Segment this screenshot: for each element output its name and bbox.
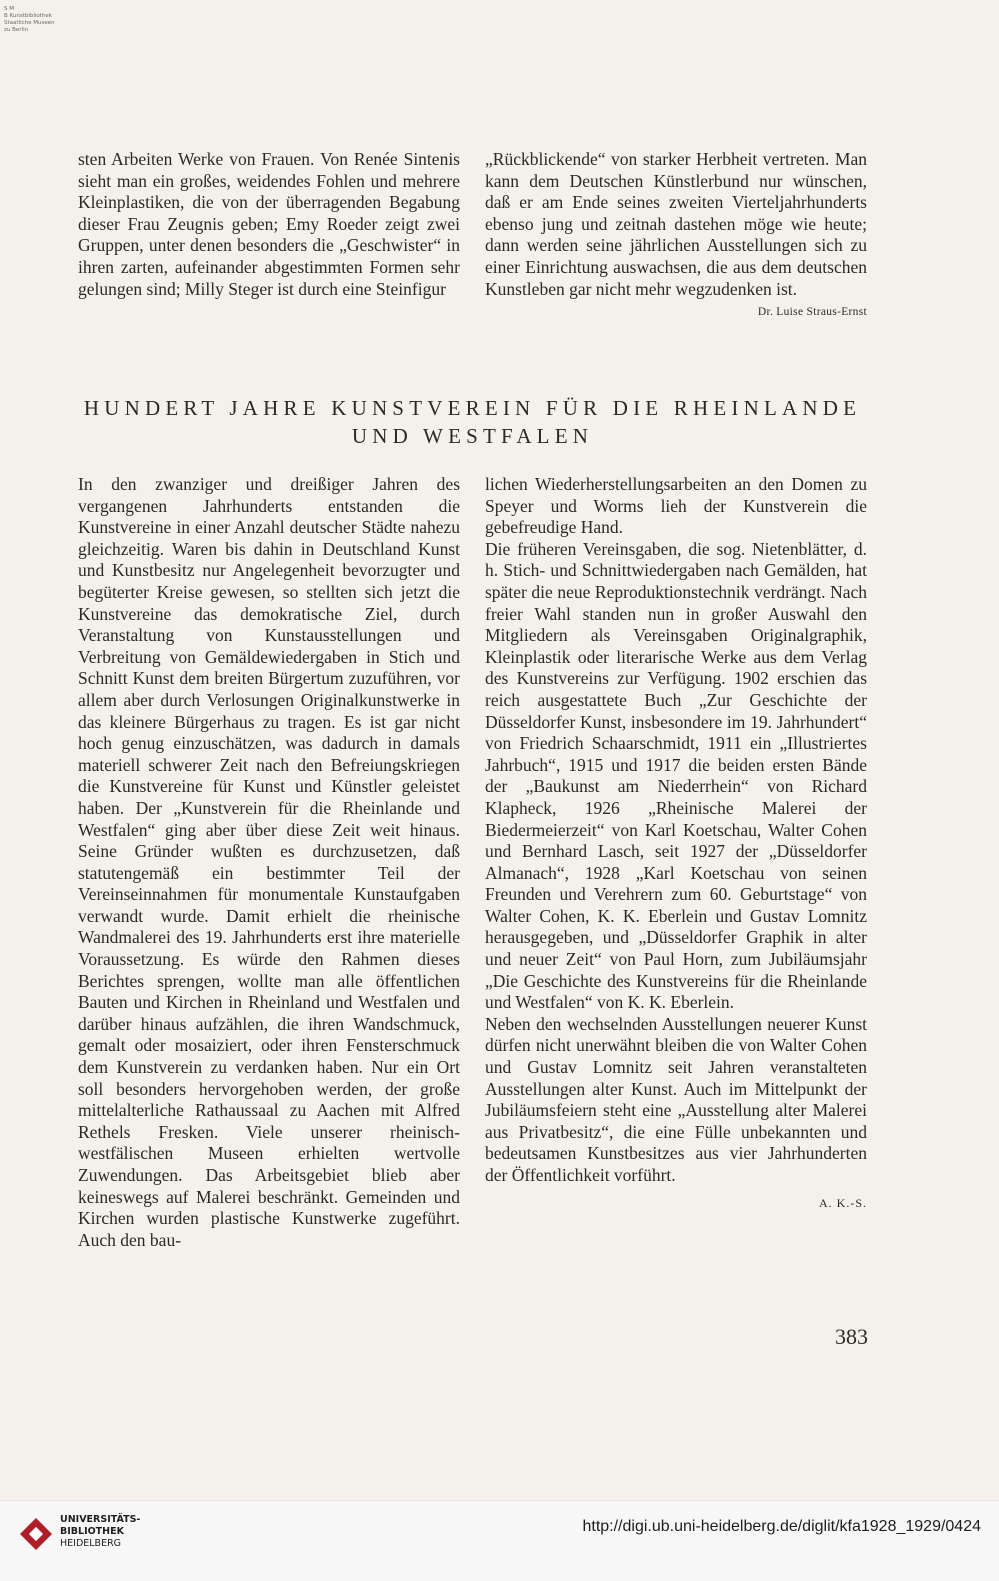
author-initials: A. K.-S.	[818, 1195, 867, 1210]
stamp-line: Staatliche Museen	[4, 20, 55, 26]
author-signature: Dr. Luise Straus-Ernst	[757, 306, 867, 319]
permalink-url[interactable]: http://digi.ub.uni-heidelberg.de/diglit/kfa1928_1929/0424	[582, 1518, 981, 1535]
stamp-line: B Kunstbibliothek	[4, 13, 52, 19]
article-right-column	[485, 474, 867, 1214]
logo-line: HEIDELBERG	[60, 1538, 122, 1549]
paragraph: In den zwanziger und dreißiger Jahren des vergangenen Jahrhunderts entstanden die Kunstvereine in einer Anzahl deutscher Städte nahezu gleichzeitig. Waren bis dahin in Deutschland Kunst und Kunstbesitz nur Angelegenheit bevorzugter und begüterter Kreise gewesen, so stellten sich jetzt die Kunstvereine das demokratische Ziel, durch Veranstaltung von Kunstausstellungen und Verbreitung von Gemäldewiedergaben in Stich und Schnitt Kunst dem breiten Bürgertum zuzuführen, vor allem aber durch Verlosungen Originalkunstwerke in das kleinere Bürgerhaus zu tragen. Es ist gar nicht hoch genug einzuschätzen, was dadurch in damals materiell schwerer Zeit nach den Befreiungskriegen die Kunstvereine für Kunst und Künstler geleistet haben. Der „Kunstverein für die Rheinlande und Westfalen“ ging aber über diese Zeit weit hinaus. Seine Gründer wußten es durchzusetzen, daß statutengemäß ein bestimmter Teil der Vereinseinnahmen für monumentale Kunstaufgaben verwandt wurde. Damit erhielt die rheinische Wandmalerei des 19. Jahrhunderts erst ihre materielle Voraussetzung. Es würde den Rahmen dieses Berichtes sprengen, wollte man alle öffentlichen Bauten und Kirchen in Rheinland und Westfalen und darüber hinaus aufzählen, die ihren Wandschmuck, gemalt oder mosaiziert, oder ihren Fensterschmuck dem Kunstverein zu verdanken haben. Nur ein Ort soll besonders hervorgehoben werden, der große mittelalterliche Rathaussaal zu Aachen mit Alfred Rethels Fresken. Viele unserer rheinisch-westfälischen Museen erhielten wertvolle Zuwendungen. Das Arbeitsgebiet blieb aber keineswegs auf Malerei beschränkt. Gemeinden und Kirchen wurden plastische Kunstwerke zugeführt. Auch den bau-	[78, 474, 460, 1250]
paragraph: sten Arbeiten Werke von Frauen. Von Renée Sintenis sieht man ein großes, weidendes Fohlen und mehrere Kleinplastiken, die von der überragenden Begabung dieser Frau Zeugnis geben; Emy Roeder zeigt zwei Gruppen, unter denen besonders die „Geschwister“ in ihren zarten, aufeinander abgestimmten Formen sehr gelungen sind; Milly Steger ist durch eine Steinfigur	[78, 149, 460, 299]
paragraph: „Rückblickende“ von starker Herbheit vertreten. Man kann dem Deutschen Künstlerbund nur wünschen, daß er am Ende seines zweiten Vierteljahrhunderts ebenso jung und zeitnah dastehen möge wie heute; dann werden seine jährlichen Ausstellungen sich zu einer Einrichtung auswachsen, die aus dem deutschen Kunstleben gar nicht mehr wegzudenken ist.	[485, 149, 867, 299]
university-logo-icon	[16, 1514, 56, 1554]
logo-line: UNIVERSITÄTS-	[60, 1514, 141, 1525]
top-right-column	[485, 149, 867, 324]
paragraph: Die früheren Vereinsgaben, die sog. Nietenblätter, d. h. Stich- und Schnittwiedergaben nach Gemälden, hat später die neue Reproduktionstechnik verdrängt. Nach freier Wahl standen nun in großer Auswahl den Mitgliedern als Vereinsgaben Originalgraphik, Kleinplastik oder literarische Werke aus dem Verlag des Kunstvereins zur Verfügung. 1902 erschien das reich ausgestattete Buch „Zur Geschichte der Düsseldorfer Kunst, insbesondere im 19. Jahrhundert“ von Friedrich Schaarschmidt, 1911 ein „Illustriertes Jahrbuch“, 1915 und 1917 die beiden ersten Bände der „Baukunst am Niederrhein“ von Richard Klapheck, 1926 „Rheinische Malerei der Biedermeierzeit“ von Karl Koetschau, Walter Cohen und Bernhard Lasch, seit 1927 der „Düsseldorfer Almanach“, 1928 „Karl Koetschau von seinen Freunden und Verehrern zum 60. Geburtstage“ von Walter Cohen, K. K. Eberlein und Gustav Lomnitz herausgegeben, und „Düsseldorfer Graphik in alter und neuer Zeit“ von Paul Horn, zum Jubiläumsjahr „Die Geschichte des Kunstvereins für die Rheinlande und Westfalen“ von K. K. Eberlein.	[485, 538, 867, 1013]
viewer-footer	[0, 1500, 999, 1581]
stamp-line: S M	[4, 6, 14, 12]
library-stamp	[4, 6, 114, 34]
stamp-line: zu Berlin	[4, 27, 29, 33]
logo-line: BIBLIOTHEK	[60, 1526, 124, 1537]
heading-line: HUNDERT JAHRE KUNSTVEREIN FÜR DIE RHEINLANDE	[83, 396, 862, 420]
article-heading	[78, 394, 867, 450]
paragraph: Neben den wechselnden Ausstellungen neuerer Kunst dürfen nicht unerwähnt bleiben die von Walter Cohen und Gustav Lomnitz seit Jahren veranstalteten Ausstellungen alter Kunst. Auch im Mittelpunkt der Jubiläumsfeiern steht eine „Ausstellung alter Malerei aus Privatbesitz“, die eine Fülle unbekannten und bedeutsamen Kunstbesitzes aus vier Jahrhunderten der Öffentlichkeit vorführt.	[485, 1013, 867, 1185]
top-left-column	[78, 149, 460, 300]
page-number: 383	[835, 1324, 868, 1349]
university-logo-text	[60, 1514, 140, 1550]
heading-line: UND WESTFALEN	[351, 424, 594, 448]
paragraph: lichen Wiederherstellungsarbeiten an den Domen zu Speyer und Worms lieh der Kunstverein die gebefreudige Hand.	[485, 474, 867, 538]
article-left-column	[78, 474, 460, 1251]
